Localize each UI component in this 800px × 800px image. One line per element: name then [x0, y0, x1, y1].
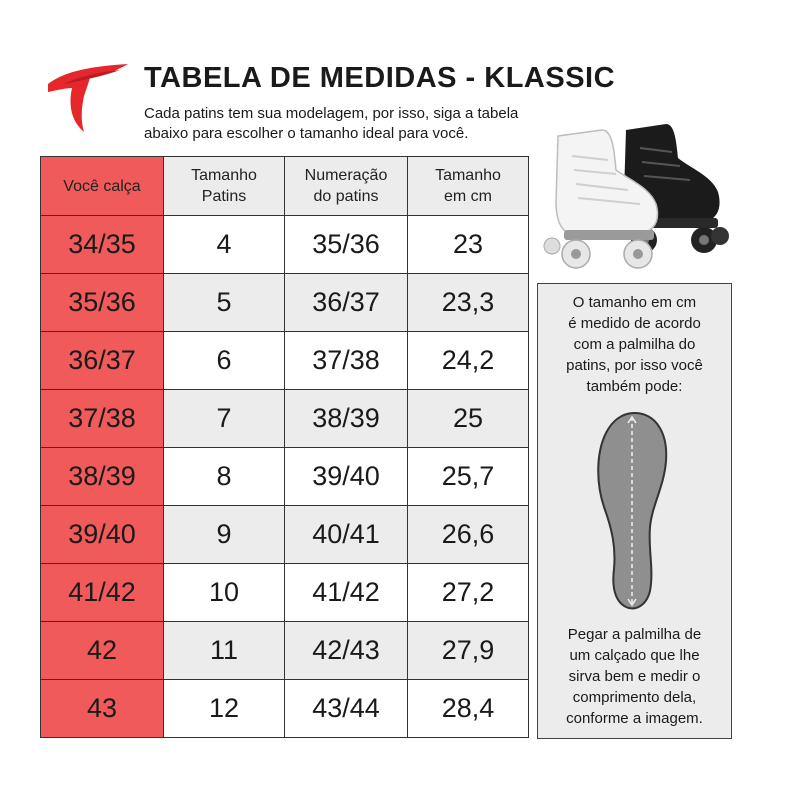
info-line: é medido de acordo	[568, 315, 701, 332]
col-header-line: Tamanho	[191, 167, 257, 184]
col-header-line: Patins	[201, 188, 247, 205]
table-row	[41, 448, 529, 506]
table-row	[41, 506, 529, 564]
cell-voce-calca: 36/37	[41, 332, 164, 390]
col-header-line: Numeração	[304, 167, 388, 184]
col-header-line: Tamanho	[435, 167, 501, 184]
cell-tamanho-cm: 28,4	[408, 680, 529, 738]
col-header-line: do patins	[313, 188, 379, 205]
table-row	[41, 622, 529, 680]
cell-tamanho-patins: 4	[164, 216, 285, 274]
cell-tamanho-patins: 9	[164, 506, 285, 564]
cell-numeracao: 36/37	[285, 274, 408, 332]
table-row	[41, 680, 529, 738]
info-line: comprimento dela,	[572, 689, 697, 706]
cell-tamanho-cm: 24,2	[408, 332, 529, 390]
subtitle-line: abaixo para escolher o tamanho ideal para você.	[144, 125, 469, 142]
col-header-tamanho-cm	[408, 157, 529, 216]
info-line: com a palmilha do	[573, 336, 696, 353]
cell-numeracao: 40/41	[285, 506, 408, 564]
cell-voce-calca: 43	[41, 680, 164, 738]
cell-voce-calca: 41/42	[41, 564, 164, 622]
info-line: sirva bem e medir o	[568, 668, 701, 685]
cell-tamanho-patins: 8	[164, 448, 285, 506]
cell-tamanho-patins: 11	[164, 622, 285, 680]
cell-numeracao: 38/39	[285, 390, 408, 448]
col-header-line: em cm	[444, 188, 492, 205]
col-header-numeracao	[285, 157, 408, 216]
cell-voce-calca: 39/40	[41, 506, 164, 564]
cell-numeracao: 39/40	[285, 448, 408, 506]
info-line: patins, por isso você	[566, 357, 703, 374]
cell-tamanho-cm: 23	[408, 216, 529, 274]
col-header-voce-calca	[41, 157, 164, 216]
cell-numeracao: 35/36	[285, 216, 408, 274]
cell-tamanho-patins: 12	[164, 680, 285, 738]
table-row	[41, 216, 529, 274]
size-table	[40, 156, 529, 738]
cell-voce-calca: 34/35	[41, 216, 164, 274]
cell-tamanho-cm: 27,2	[408, 564, 529, 622]
table-row	[41, 564, 529, 622]
cell-tamanho-cm: 25,7	[408, 448, 529, 506]
info-box	[537, 283, 732, 739]
page-title: TABELA DE MEDIDAS - KLASSIC	[144, 62, 616, 94]
insole-icon	[594, 409, 672, 614]
table-row	[41, 332, 529, 390]
info-line: conforme a imagem.	[566, 710, 703, 727]
cell-tamanho-patins: 5	[164, 274, 285, 332]
brand-logo-icon	[44, 62, 130, 134]
cell-voce-calca: 35/36	[41, 274, 164, 332]
cell-tamanho-patins: 10	[164, 564, 285, 622]
cell-tamanho-cm: 23,3	[408, 274, 529, 332]
cell-tamanho-patins: 7	[164, 390, 285, 448]
subtitle-line: Cada patins tem sua modelagem, por isso, siga a tabela	[144, 105, 519, 122]
table-row	[41, 274, 529, 332]
cell-numeracao: 37/38	[285, 332, 408, 390]
col-header-tamanho-patins	[164, 157, 285, 216]
page-subtitle	[144, 104, 584, 144]
col-header-line: Você calça	[63, 177, 141, 195]
info-line: um calçado que lhe	[569, 647, 700, 664]
cell-tamanho-cm: 25	[408, 390, 529, 448]
info-line: também pode:	[586, 378, 683, 395]
roller-skates-icon	[540, 118, 760, 278]
table-header-row	[41, 157, 529, 216]
cell-tamanho-cm: 27,9	[408, 622, 529, 680]
cell-tamanho-cm: 26,6	[408, 506, 529, 564]
cell-numeracao: 41/42	[285, 564, 408, 622]
cell-numeracao: 43/44	[285, 680, 408, 738]
info-bottom-text	[538, 624, 731, 729]
cell-voce-calca: 37/38	[41, 390, 164, 448]
cell-tamanho-patins: 6	[164, 332, 285, 390]
cell-voce-calca: 38/39	[41, 448, 164, 506]
info-line: O tamanho em cm	[572, 294, 697, 311]
cell-voce-calca: 42	[41, 622, 164, 680]
table-row	[41, 390, 529, 448]
cell-numeracao: 42/43	[285, 622, 408, 680]
info-line: Pegar a palmilha de	[567, 626, 702, 643]
info-top-text	[538, 292, 731, 397]
